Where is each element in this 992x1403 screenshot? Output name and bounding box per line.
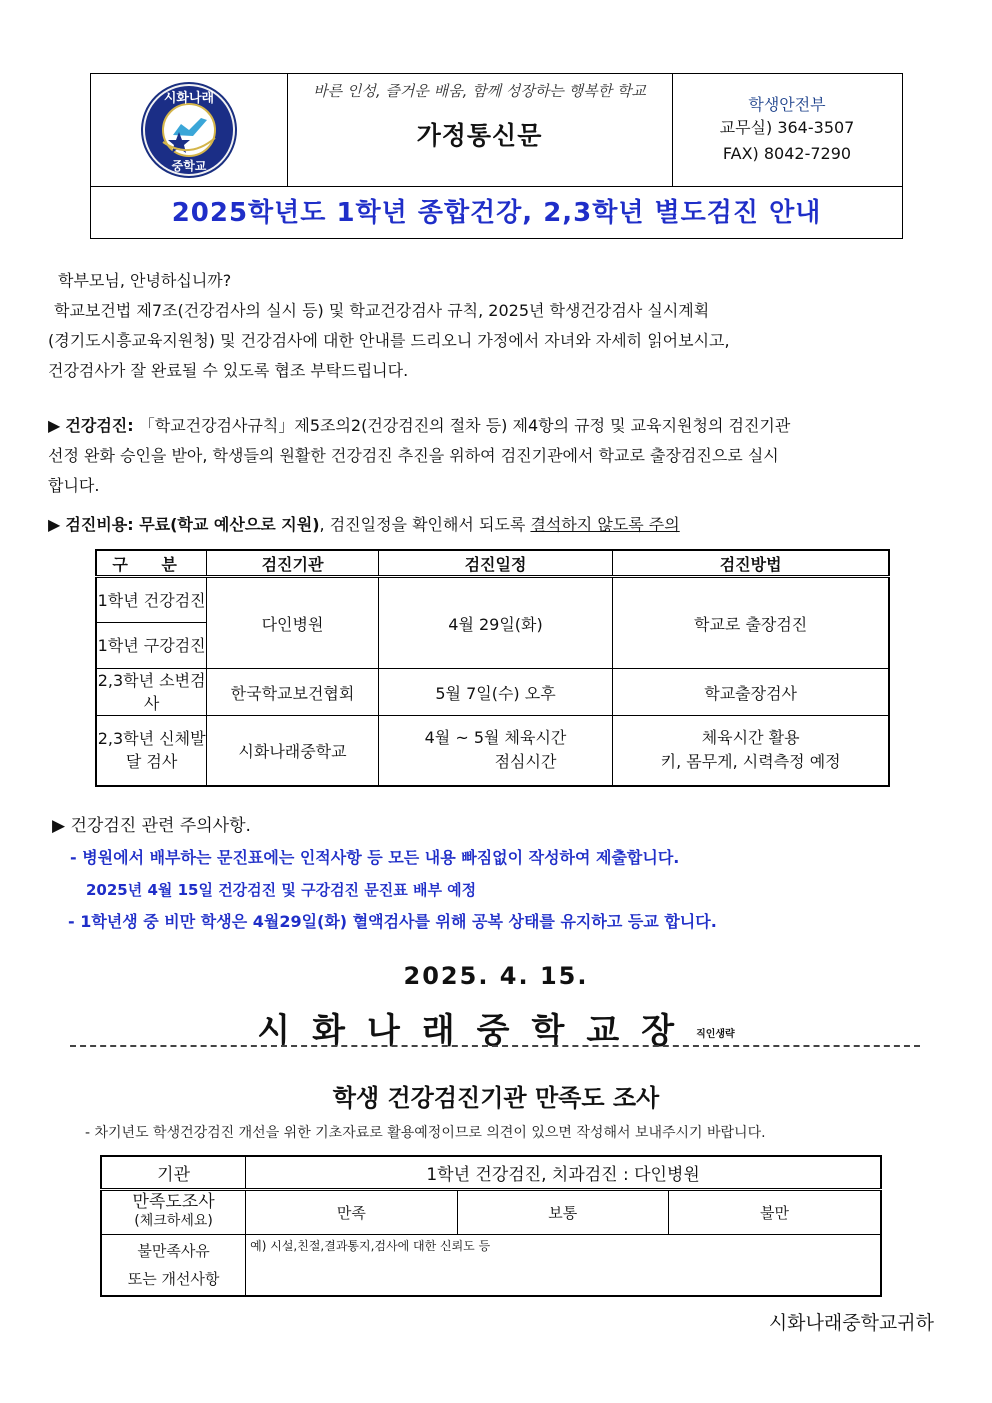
date-cell: 5월 7일(수) 오후	[378, 669, 613, 716]
notice-item: - 1학년생 중 비만 학생은 4월29일(화) 혈액검사를 위해 공복 상태를 유지하고 등교 합니다.	[68, 912, 717, 931]
title-row	[91, 186, 902, 239]
logo-cell	[91, 74, 288, 186]
option-dissatisfied[interactable]: 불만	[669, 1189, 881, 1234]
checkup-label: 건강검진:	[65, 416, 134, 435]
notice-section	[52, 810, 932, 938]
satisfaction-hint: (체크하세요)	[134, 1213, 213, 1229]
date-line: 점심시간	[494, 752, 557, 772]
org-label: 기관	[101, 1156, 246, 1189]
notice-heading: ▶ 건강검진 관련 주의사항.	[52, 816, 251, 836]
column-header: 검진일정	[378, 550, 613, 577]
contact-cell	[672, 74, 902, 186]
fax-number: FAX) 8042-7290	[722, 144, 852, 163]
date-cell: 4월 29일(화)	[378, 577, 613, 669]
table-row	[96, 577, 889, 623]
cut-line	[70, 1045, 920, 1047]
cost-text: , 검진일정을 확인해서 되도록	[319, 515, 531, 534]
reason-label-line: 불만족사유	[137, 1241, 210, 1260]
method-line: 체육시간 활용	[701, 728, 800, 748]
category-cell: 2,3학년 신체발달 검사	[96, 716, 207, 786]
seal-omitted-note: 직인생략	[696, 1029, 735, 1040]
method-cell: 학교출장검사	[613, 669, 889, 716]
motto-cell	[287, 74, 673, 186]
arrow-icon: ▶	[48, 515, 61, 534]
arrow-icon: ▶	[48, 416, 61, 435]
table-row	[96, 669, 889, 716]
method-cell	[613, 716, 889, 786]
checkup-text: 합니다.	[48, 476, 100, 495]
intro-line: 건강검사가 잘 완료될 수 있도록 협조 부탁드립니다.	[48, 361, 409, 380]
category-cell: 2,3학년 소변검사	[96, 669, 207, 716]
reason-label-line: 또는 개선사항	[127, 1269, 220, 1288]
satisfaction-label	[101, 1189, 246, 1234]
office-phone: 교무실) 364-3507	[719, 118, 855, 137]
column-header: 검진방법	[613, 550, 889, 577]
logo-text-top: 시화나래	[163, 91, 215, 106]
option-neutral[interactable]: 보통	[457, 1189, 668, 1234]
intro-paragraph	[48, 266, 928, 386]
greeting: 학부모님, 안녕하십니까?	[58, 271, 232, 290]
survey-org-row	[101, 1156, 881, 1189]
reason-label	[101, 1234, 246, 1296]
category-cell: 1학년 구강검진	[96, 623, 207, 669]
survey-satisfaction-row	[101, 1189, 881, 1234]
table-header-row	[96, 550, 889, 577]
checkup-paragraph	[48, 411, 928, 501]
issue-date: 2025. 4. 15.	[403, 962, 589, 990]
cost-warning: 결석하지 않도록 주의	[530, 515, 680, 534]
notice-item: - 병원에서 배부하는 문진표에는 인적사항 등 모든 내용 빠짐없이 작성하여 제출합니다.	[70, 848, 680, 867]
date-line: 4월 ~ 5월 체육시간	[424, 728, 567, 748]
paper-name: 가정통신문	[416, 121, 543, 150]
survey-reason-row	[101, 1234, 881, 1296]
checkup-text: 「학교건강검사규칙」제5조의2(건강검진의 절차 등) 제4항의 규정 및 교육지원청의 검진기관	[138, 416, 791, 435]
schedule-table	[95, 549, 890, 787]
survey-table	[100, 1155, 882, 1297]
column-header: 구 분	[96, 550, 207, 577]
newsletter-header	[90, 73, 903, 239]
reason-input-area[interactable]: 예) 시설,친절,결과통지,검사에 대한 신뢰도 등	[246, 1234, 881, 1296]
page-title: 2025학년도 1학년 종합건강, 2,3학년 별도검진 안내	[171, 198, 822, 228]
org-value: 1학년 건강검진, 치과검진 : 다인병원	[246, 1156, 881, 1189]
method-line: 키, 몸무게, 시력측정 예정	[660, 752, 841, 772]
category-cell: 1학년 건강검진	[96, 577, 207, 623]
org-cell: 시화나래중학교	[207, 716, 379, 786]
school-motto: 바른 인성, 즐거운 배움, 함께 성장하는 행복한 학교	[313, 82, 646, 100]
department: 학생안전부	[748, 95, 826, 114]
principal-name: 시화나래중학교장	[257, 1011, 697, 1051]
intro-line: 학교보건법 제7조(건강검사의 실시 등) 및 학교건강검사 규칙, 2025년 학생건강검사 실시계획	[54, 301, 710, 320]
school-logo	[129, 80, 249, 180]
column-header: 검진기관	[207, 550, 379, 577]
org-cell: 한국학교보건협회	[207, 669, 379, 716]
intro-line: (경기도시흥교육지원청) 및 건강검사에 대한 안내를 드리오니 가정에서 자녀와 자세히 읽어보시고,	[48, 331, 730, 350]
checkup-text: 선정 완화 승인을 받아, 학생들의 원활한 건강검진 추진을 위하여 검진기관에서 학교로 출장검진으로 실시	[48, 446, 779, 465]
satisfaction-title: 만족도조사	[132, 1192, 215, 1212]
cost-line	[48, 510, 928, 540]
survey-title: 학생 건강검진기관 만족도 조사	[332, 1084, 660, 1112]
table-row	[96, 716, 889, 786]
date-cell	[378, 716, 613, 786]
option-satisfied[interactable]: 만족	[246, 1189, 457, 1234]
method-cell: 학교로 출장검진	[613, 577, 889, 669]
logo-text-bottom: 중학교	[171, 159, 207, 173]
survey-description: - 차기년도 학생건강검진 개선을 위한 기초자료로 활용예정이므로 의견이 있으면 작성해서 보내주시기 바랍니다.	[85, 1125, 766, 1141]
org-cell: 다인병원	[207, 577, 379, 669]
cost-label: 검진비용: 무료(학교 예산으로 지원)	[65, 515, 320, 534]
notice-subitem: 2025년 4월 15일 건강검진 및 구강검진 문진표 배부 예정	[86, 881, 477, 899]
closing-recipient: 시화나래중학교귀하	[768, 1312, 934, 1334]
